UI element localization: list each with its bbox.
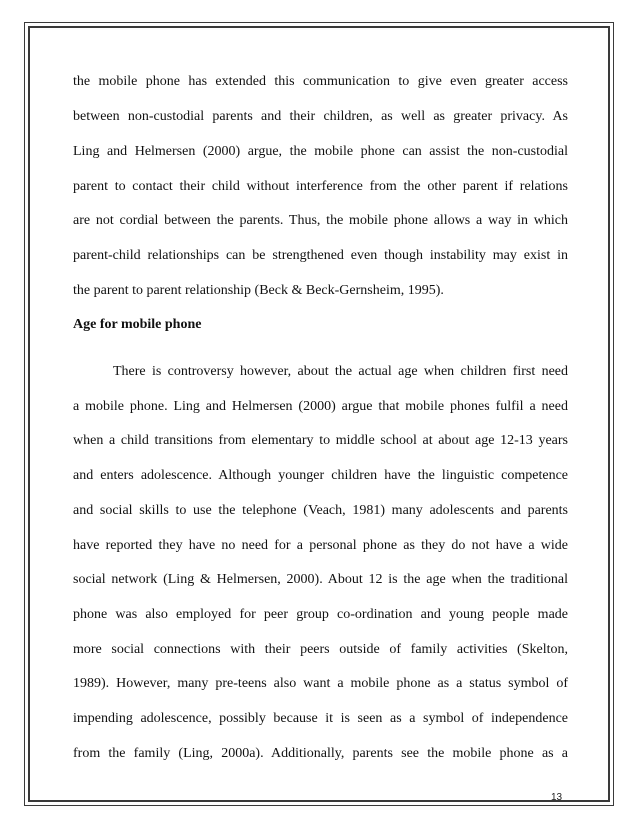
paragraph-line: 1989). However, many pre-teens also want a mobile phone as a status symbol of bbox=[73, 676, 568, 691]
paragraph-line: between non-custodial parents and their children, as well as greater privacy. As bbox=[73, 109, 568, 124]
paragraph-line: social network (Ling & Helmersen, 2000). About 12 is the age when the traditional bbox=[73, 572, 568, 587]
paragraph-line: more social connections with their peers outside of family activities (Skelton, bbox=[73, 642, 568, 657]
paragraph-line: phone was also employed for peer group co-ordination and young people made bbox=[73, 607, 568, 622]
paragraph-line: from the family (Ling, 2000a). Additionally, parents see the mobile phone as a bbox=[73, 746, 568, 761]
paragraph-line: impending adolescence, possibly because it is seen as a symbol of independence bbox=[73, 711, 568, 726]
page-number: 13 bbox=[551, 792, 563, 803]
paragraph-line: a mobile phone. Ling and Helmersen (2000) argue that mobile phones fulfil a need bbox=[73, 399, 568, 414]
paragraph-line: when a child transitions from elementary to middle school at about age 12-13 years bbox=[73, 433, 568, 448]
paragraph-line: the mobile phone has extended this communication to give even greater access bbox=[73, 74, 568, 89]
paragraph-line: Ling and Helmersen (2000) argue, the mobile phone can assist the non-custodial bbox=[73, 144, 568, 159]
paragraph-line: are not cordial between the parents. Thus, the mobile phone allows a way in which bbox=[73, 213, 568, 228]
paragraph-line: There is controversy however, about the actual age when children first need bbox=[113, 364, 568, 379]
paragraph-line: parent-child relationships can be strengthened even though instability may exist in bbox=[73, 248, 568, 263]
paragraph-line: and social skills to use the telephone (Veach, 1981) many adolescents and parents bbox=[73, 503, 568, 518]
section-heading: Age for mobile phone bbox=[73, 317, 202, 332]
paragraph-line: have reported they have no need for a personal phone as they do not have a wide bbox=[73, 538, 568, 553]
paragraph-line: and enters adolescence. Although younger children have the linguistic competence bbox=[73, 468, 568, 483]
paragraph-line: parent to contact their child without interference from the other parent if relations bbox=[73, 179, 568, 194]
paragraph-line: the parent to parent relationship (Beck & Beck-Gernsheim, 1995). bbox=[73, 283, 444, 298]
